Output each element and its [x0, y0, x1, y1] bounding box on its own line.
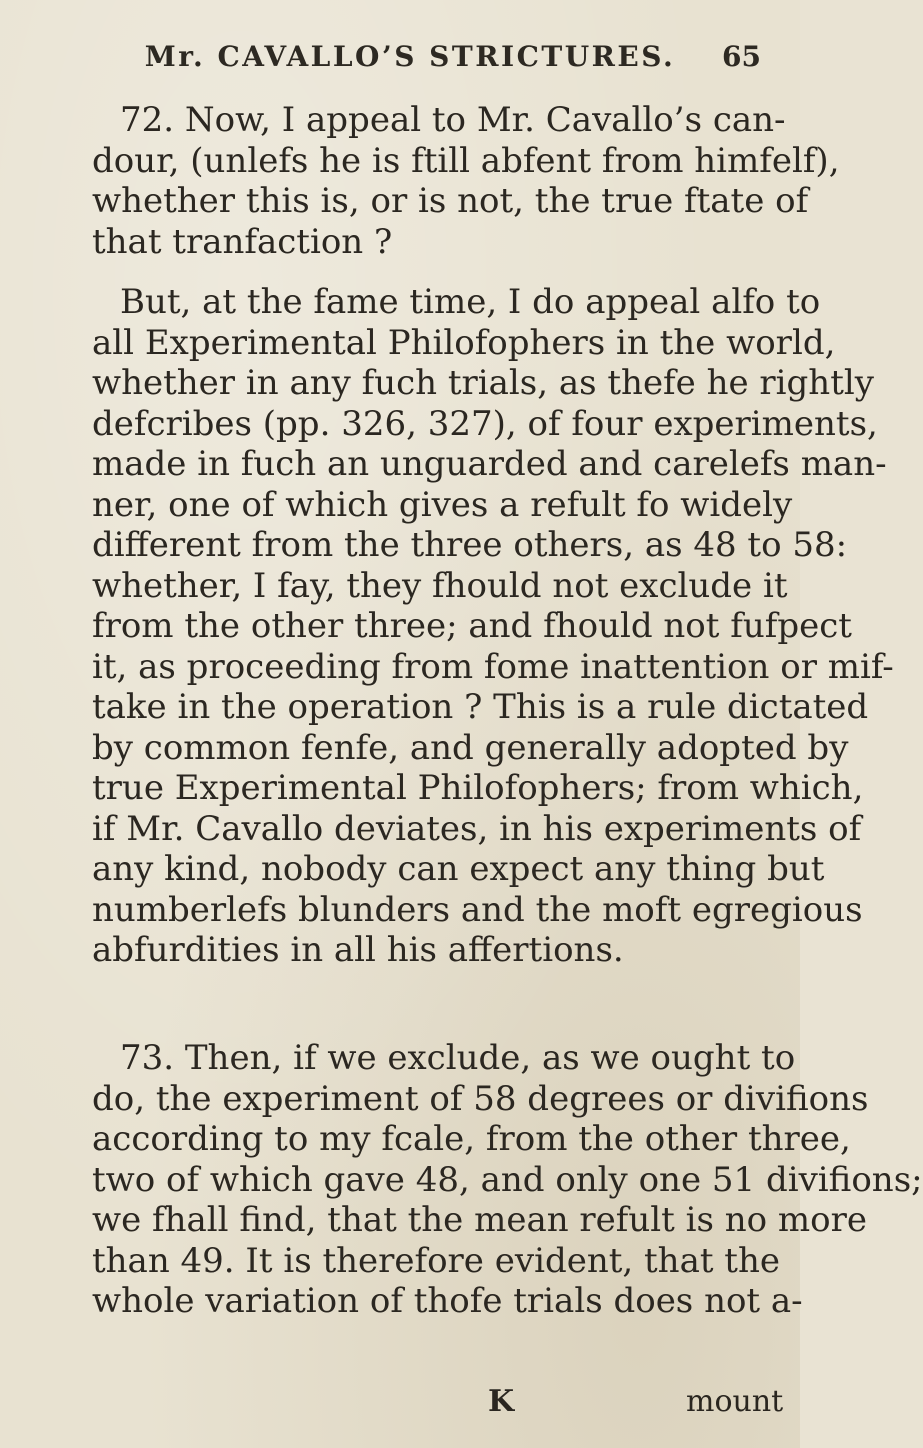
text-line: two of which gave 48, and only one 51 divifions; — [92, 1159, 923, 1200]
running-head — [0, 40, 800, 80]
text-line: numberlefs blunders and the moft egregious — [92, 889, 863, 930]
paragraph-but — [92, 282, 894, 971]
text-line: 72. Now, I appeal to Mr. Cavallo’s can- — [120, 100, 786, 140]
text-line: we fhall find, that the mean refult is no more — [92, 1200, 868, 1240]
running-head-title: Mr. CAVALLO’S STRICTURES. — [144, 40, 676, 73]
text-line: all Experimental Philofophers in the world, — [92, 322, 836, 363]
text-line: abfurdities in all his affertions. — [92, 930, 624, 970]
text-line: it, as proceeding from fome inattention or mif- — [92, 646, 894, 687]
signature-mark: K — [488, 1384, 515, 1419]
paragraph-73 — [92, 1038, 923, 1322]
paragraph-72 — [92, 100, 840, 262]
text-line: than 49. It is therefore evident, that the — [92, 1240, 780, 1281]
text-line: ner, one of which gives a refult fo widely — [92, 484, 793, 525]
text-line: according to my fcale, from the other three, — [92, 1119, 851, 1159]
text-line: any kind, nobody can expect any thing but — [92, 849, 825, 889]
text-line: dour, (unlefs he is ftill abfent from himfelf), — [92, 140, 840, 181]
text-line: true Experimental Philofophers; from which, — [92, 768, 864, 808]
text-line: whether in any fuch trials, as thefe he rightly — [92, 363, 874, 403]
text-line: defcribes (pp. 326, 327), of four experiments, — [92, 403, 878, 444]
text-line: different from the three others, as 48 to 58: — [92, 525, 848, 565]
catchword: mount — [686, 1384, 784, 1419]
text-line: do, the experiment of 58 degrees or divifions — [92, 1078, 869, 1119]
text-line: take in the operation ? This is a rule dictated — [92, 687, 869, 727]
text-line: whether this is, or is not, the true ftate of — [92, 181, 809, 221]
text-line: But, at the fame time, I do appeal alfo to — [120, 282, 821, 322]
text-line: whether, I fay, they fhould not exclude it — [92, 565, 788, 606]
page-number: 65 — [722, 40, 761, 73]
text-line: from the other three; and fhould not fufpect — [92, 606, 852, 646]
text-line: that tranfaction ? — [92, 221, 393, 262]
text-line: 73. Then, if we exclude, as we ought to — [120, 1038, 796, 1078]
text-line: whole variation of thofe trials does not a- — [92, 1281, 803, 1321]
text-line: made in fuch an unguarded and carelefs man- — [92, 444, 887, 484]
text-line: by common fenfe, and generally adopted by — [92, 727, 849, 768]
text-line: if Mr. Cavallo deviates, in his experiments of — [92, 808, 862, 849]
page-footer — [0, 1384, 800, 1424]
